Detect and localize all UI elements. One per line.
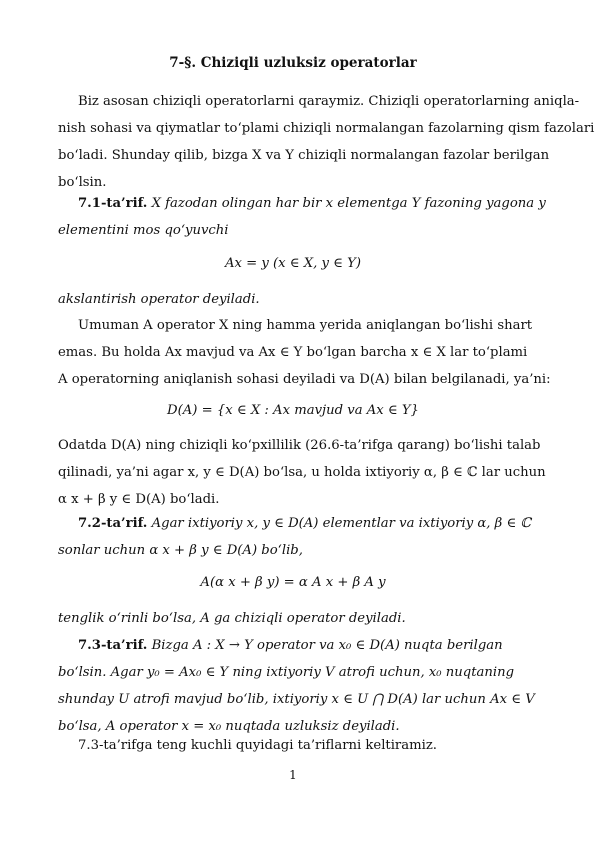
text-line: 7.3-ta’rifga teng kuchli quyidagi ta’riflarni keltiramiz.: [78, 738, 437, 753]
definition-7-1: [58, 190, 546, 244]
definition-7-3: [58, 632, 535, 740]
text-line: Umuman A operator X ning hamma yerida aniqlangan boʻlishi shart: [78, 318, 533, 333]
linear-manifold-paragraph: [58, 432, 546, 513]
text-line: qilinadi, ya’ni agar x, y ∈ D(A) boʻlsa, u holda ixtiyoriy α, β ∈ ℂ lar uchun: [58, 465, 546, 480]
text-line: Bizga A : X → Y operator va x₀ ∈ D(A) nuqta berilgan: [147, 638, 503, 653]
text-line: boʻlsin.: [58, 175, 107, 190]
equation-domain: D(A) = {x ∈ X : Ax mavjud va Ax ∈ Y}: [167, 403, 419, 418]
text-line: X fazodan olingan har bir x elementga Y fazoning yagona y: [147, 196, 546, 211]
definition-label: 7.1-ta’rif.: [78, 196, 148, 211]
equation-linearity: A(α x + β y) = α A x + β A y: [200, 575, 386, 590]
text-line: elementini mos qoʻyuvchi: [58, 223, 229, 238]
definition-label: 7.3-ta’rif.: [78, 638, 148, 653]
definition-7-2: [58, 510, 531, 564]
text-line: sonlar uchun α x + β y ∈ D(A) boʻlib,: [58, 543, 303, 558]
text-line: boʻlsa, A operator x = x₀ nuqtada uzluksiz deyiladi.: [58, 719, 400, 734]
section-title: 7-§. Chiziqli uzluksiz operatorlar: [169, 55, 417, 71]
text-line: Biz asosan chiziqli operatorlarni qaraymiz. Chiziqli operatorlarning aniqla-: [78, 94, 580, 109]
text-line: A operatorning aniqlanish sohasi deyiladi va D(A) bilan belgilanadi, ya’ni:: [58, 372, 551, 387]
text-line: α x + β y ∈ D(A) boʻladi.: [58, 492, 220, 507]
text-line: nish sohasi va qiymatlar toʻplami chiziqli normalangan fazolarning qism fazolari: [58, 121, 595, 136]
text-line: shunday U atrofi mavjud boʻlib, ixtiyoriy x ∈ U ⋂ D(A) lar uchun Ax ∈ V: [58, 692, 535, 707]
domain-paragraph: [58, 312, 551, 393]
text-line: tenglik oʻrinli boʻlsa, A ga chiziqli operator deyiladi.: [58, 611, 406, 626]
text-line: Agar ixtiyoriy x, y ∈ D(A) elementlar va ixtiyoriy α, β ∈ ℂ: [147, 516, 531, 531]
text-line: akslantirish operator deyiladi.: [58, 292, 260, 307]
intro-paragraph: [58, 88, 595, 196]
text-line: boʻladi. Shunday qilib, bizga X va Y chiziqli normalangan fazolar berilgan: [58, 148, 550, 163]
definition-7-1-end: [58, 286, 528, 313]
definition-label: 7.2-ta’rif.: [78, 516, 148, 531]
text-line: boʻlsin. Agar y₀ = Ax₀ ∈ Y ning ixtiyoriy V atrofi uchun, x₀ nuqtaning: [58, 665, 515, 680]
equation-operator: Ax = y (x ∈ X, y ∈ Y): [225, 256, 361, 271]
closing-paragraph: [58, 732, 528, 759]
text-line: Odatda D(A) ning chiziqli koʻpxillilik (26.6-ta’rifga qarang) boʻlishi talab: [58, 438, 541, 453]
definition-7-2-end: [58, 605, 528, 632]
text-line: emas. Bu holda Ax mavjud va Ax ∈ Y boʻlgan barcha x ∈ X lar toʻplami: [58, 345, 528, 360]
page-number: 1: [289, 768, 297, 782]
